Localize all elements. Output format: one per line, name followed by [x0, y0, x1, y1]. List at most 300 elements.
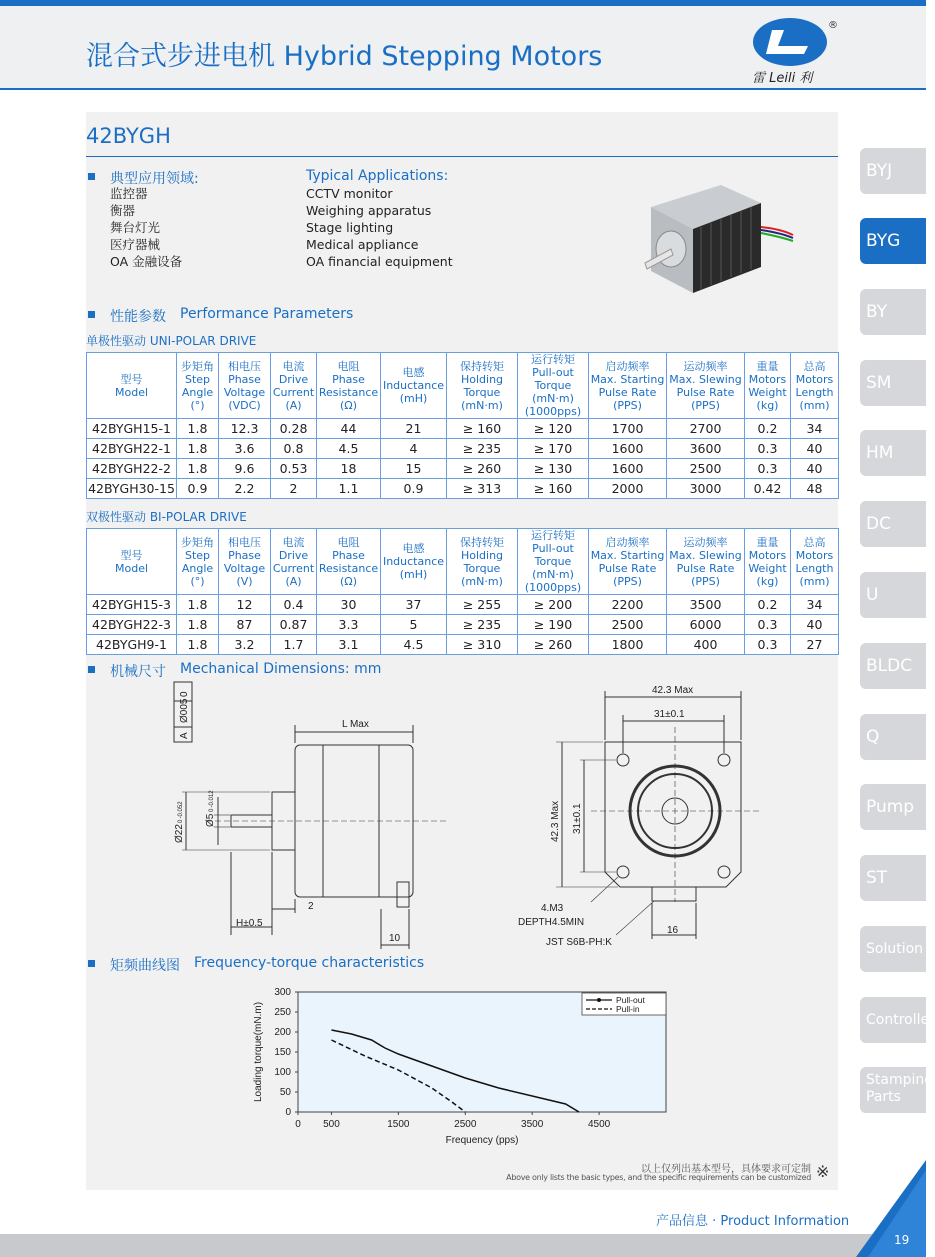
- header-line: (mm): [799, 398, 830, 412]
- header-line: Length: [795, 561, 834, 575]
- y-tick-label: 100: [274, 1067, 291, 1078]
- y-tick-label: 300: [274, 987, 291, 998]
- table-cell: 21: [381, 419, 447, 439]
- table-cell: ≥ 190: [518, 615, 589, 635]
- table-cell: 18: [317, 459, 381, 479]
- column-header: [589, 529, 667, 595]
- header-line: (A): [285, 574, 302, 588]
- header-line: Holding: [460, 548, 504, 562]
- legend-entry: Pull-out: [616, 995, 645, 1005]
- table-cell: 0.2: [745, 595, 791, 615]
- tab-st[interactable]: ST: [860, 855, 926, 901]
- column-header: [791, 529, 839, 595]
- table-cell: 4.5: [317, 439, 381, 459]
- tab-label: Stamping: [866, 1072, 934, 1088]
- table-cell: ≥ 130: [518, 459, 589, 479]
- dim-16: 16: [667, 925, 679, 936]
- table-cell: 4: [381, 439, 447, 459]
- frequency-torque-chart: [246, 982, 686, 1152]
- header-line: (mm): [799, 574, 830, 588]
- table-cell: 15: [381, 459, 447, 479]
- tab-sm[interactable]: SM: [860, 360, 926, 406]
- dim-dia22-tol: 0 -0.052: [178, 801, 184, 823]
- table-row: [87, 459, 839, 479]
- note-mark-icon: ※: [816, 1162, 830, 1181]
- table-cell: 2: [271, 479, 317, 499]
- table-cell: 0.4: [271, 595, 317, 615]
- applications-heading-en: Typical Applications:: [306, 168, 449, 184]
- column-header: [667, 529, 745, 595]
- list-item: 监控器: [110, 186, 148, 201]
- table-cell: 12.3: [219, 419, 271, 439]
- table-cell: 0.53: [271, 459, 317, 479]
- uni-polar-label: 单极性驱动 UNI-POLAR DRIVE: [86, 334, 257, 348]
- table-cell: 0.87: [271, 615, 317, 635]
- header-line: (mH): [399, 392, 428, 405]
- header-line: Phase: [332, 548, 365, 562]
- tab-q[interactable]: Q: [860, 714, 926, 760]
- header-line: (mN·m): [461, 398, 503, 412]
- table-cell: 1.8: [177, 615, 219, 635]
- table-cell: 42BYGH15-1: [87, 419, 177, 439]
- table-cell: 400: [667, 635, 745, 655]
- header-line: (Ω): [340, 398, 357, 412]
- corner-decoration: [856, 1160, 926, 1257]
- column-header: [745, 529, 791, 595]
- table-cell: 3000: [667, 479, 745, 499]
- footer-text: 产品信息 · Product Information: [656, 1214, 850, 1229]
- table-cell: 44: [317, 419, 381, 439]
- header-line: 电感: [402, 542, 425, 555]
- dimensions-heading-cn: 机械尺寸: [110, 664, 166, 680]
- column-header: [219, 529, 271, 595]
- column-header: [219, 353, 271, 419]
- table-row: [87, 479, 839, 499]
- x-tick-label: 500: [323, 1119, 340, 1130]
- column-header: [791, 353, 839, 419]
- table-row: [87, 635, 839, 655]
- bi-polar-label: 双极性驱动 BI-POLAR DRIVE: [86, 510, 247, 524]
- header-line: Torque: [463, 385, 501, 399]
- dim-31: 31±0.1: [654, 709, 685, 720]
- leili-logo: [750, 16, 840, 86]
- table-cell: 30: [317, 595, 381, 615]
- header-line: Length: [795, 385, 834, 399]
- table-cell: 37: [381, 595, 447, 615]
- header-line: (mH): [399, 568, 428, 581]
- header-line: Angle: [181, 385, 214, 399]
- bi-polar-table: [86, 528, 839, 655]
- header-line: Resistance: [318, 561, 379, 575]
- header-line: 重量: [756, 535, 779, 549]
- table-cell: 0.9: [381, 479, 447, 499]
- dim-2: 2: [308, 901, 314, 912]
- table-cell: 1.8: [177, 595, 219, 615]
- table-cell: 40: [791, 615, 839, 635]
- header-line: 重量: [756, 359, 779, 373]
- table-cell: 2200: [589, 595, 667, 615]
- header-line: (1000pps): [524, 581, 582, 594]
- y-tick-label: 150: [274, 1047, 291, 1058]
- header-line: 相电压: [228, 359, 261, 373]
- header-line: (VDC): [228, 398, 261, 412]
- column-header: [177, 353, 219, 419]
- performance-heading-en: Performance Parameters: [180, 306, 354, 322]
- header-line: Max. Starting: [590, 372, 665, 386]
- header-line: 运行转矩: [531, 529, 575, 542]
- header-line: 步矩角: [181, 359, 214, 373]
- table-cell: ≥ 255: [447, 595, 518, 615]
- header-line: (PPS): [691, 574, 720, 588]
- header-line: (mN·m): [532, 568, 574, 581]
- table-cell: 3.6: [219, 439, 271, 459]
- header-line: Current: [272, 561, 315, 575]
- header-line: 电流: [282, 359, 305, 373]
- bullet-icon: [88, 666, 95, 673]
- bullet-icon: [88, 960, 95, 967]
- table-row: [87, 439, 839, 459]
- table-cell: 2500: [589, 615, 667, 635]
- table-cell: ≥ 235: [447, 615, 518, 635]
- tab-bldc[interactable]: BLDC: [860, 643, 926, 689]
- table-cell: ≥ 260: [447, 459, 518, 479]
- table-cell: 42BYGH15-3: [87, 595, 177, 615]
- table-cell: 2000: [589, 479, 667, 499]
- tab-dc[interactable]: DC: [860, 501, 926, 547]
- table-cell: 4.5: [381, 635, 447, 655]
- tab-hm[interactable]: HM: [860, 430, 926, 476]
- table-cell: 27: [791, 635, 839, 655]
- chart-heading-cn: 矩频曲线图: [110, 958, 180, 974]
- x-tick-label: 4500: [587, 1119, 611, 1130]
- column-header: [447, 529, 518, 595]
- table-cell: 0.2: [745, 419, 791, 439]
- legend-entry: Pull-in: [616, 1004, 640, 1014]
- table-cell: 0.9: [177, 479, 219, 499]
- header-line: (V): [236, 574, 253, 588]
- header-line: 步矩角: [181, 535, 214, 549]
- table-cell: 1.8: [177, 419, 219, 439]
- uni-polar-table: [86, 352, 839, 499]
- header-line: Phase: [228, 548, 261, 562]
- applications-list-en: [306, 185, 453, 270]
- table-cell: 34: [791, 595, 839, 615]
- performance-heading-cn: 性能参数: [110, 309, 166, 325]
- dim-l-max: L Max: [342, 719, 369, 730]
- page-number: 19: [894, 1233, 910, 1247]
- header-line: (PPS): [613, 574, 642, 588]
- column-header: [381, 529, 447, 595]
- header-line: Motors: [795, 372, 834, 386]
- header-line: Step: [184, 372, 211, 386]
- x-axis-label: Frequency (pps): [445, 1135, 519, 1146]
- table-cell: 0.3: [745, 439, 791, 459]
- dim-flat-tol: 0: [179, 691, 190, 697]
- header-line: 启动频率: [605, 359, 650, 373]
- header-line: (mN·m): [461, 574, 503, 588]
- table-cell: 9.6: [219, 459, 271, 479]
- header-line: 型号: [120, 372, 143, 386]
- table-cell: 1.8: [177, 635, 219, 655]
- tab-label: Parts: [866, 1089, 901, 1105]
- table-cell: 42BYGH22-3: [87, 615, 177, 635]
- header-line: 型号: [120, 548, 143, 562]
- table-cell: 2700: [667, 419, 745, 439]
- table-cell: 0.28: [271, 419, 317, 439]
- header-line: Drive: [278, 548, 309, 562]
- table-cell: 1600: [589, 439, 667, 459]
- list-item: 医疗器械: [110, 237, 161, 252]
- header-line: Angle: [181, 561, 214, 575]
- dim-flat-ref: A: [179, 732, 190, 739]
- header-line: 运行转矩: [531, 353, 575, 366]
- front-view: [556, 691, 761, 939]
- header-line: 启动频率: [605, 535, 650, 549]
- header-line: 电流: [282, 535, 305, 549]
- y-tick-label: 50: [279, 1087, 291, 1098]
- header-line: Motors: [748, 548, 787, 562]
- column-header: [271, 353, 317, 419]
- header-line: Holding: [460, 372, 504, 386]
- table-cell: 2.2: [219, 479, 271, 499]
- header-line: (mN·m): [532, 392, 574, 405]
- header-line: Model: [114, 385, 149, 399]
- column-header: [271, 529, 317, 595]
- header-line: Phase: [332, 372, 365, 386]
- table-cell: 6000: [667, 615, 745, 635]
- table-cell: ≥ 310: [447, 635, 518, 655]
- header-line: Torque: [463, 561, 501, 575]
- column-header: [589, 353, 667, 419]
- table-cell: ≥ 120: [518, 419, 589, 439]
- tab-controller[interactable]: Controller: [860, 997, 926, 1043]
- column-header: [317, 353, 381, 419]
- list-item: OA financial equipment: [306, 254, 453, 269]
- x-tick-label: 1500: [387, 1119, 410, 1130]
- header-line: (PPS): [691, 398, 720, 412]
- header-line: (Ω): [340, 574, 357, 588]
- table-cell: 1.8: [177, 439, 219, 459]
- header-line: 运动频率: [683, 535, 728, 549]
- chart-heading-en: Frequency-torque characteristics: [194, 955, 425, 971]
- tab-stamping-parts[interactable]: [860, 1067, 934, 1113]
- legend-marker: [597, 998, 601, 1002]
- table-cell: ≥ 313: [447, 479, 518, 499]
- content-panel: [86, 112, 838, 1190]
- header-line: Pull-out: [532, 366, 574, 379]
- dim-jst: JST S6B-PH:K: [546, 937, 612, 948]
- header-line: Motors: [748, 372, 787, 386]
- table-cell: 2500: [667, 459, 745, 479]
- y-tick-label: 200: [274, 1027, 291, 1038]
- header-line: Pulse Rate: [598, 385, 657, 399]
- header-line: (kg): [756, 574, 779, 588]
- y-tick-label: 0: [285, 1107, 291, 1118]
- dim-42-3-max-v: 42.3 Max: [550, 800, 561, 842]
- header-line: Inductance: [382, 555, 445, 568]
- header-line: Inductance: [382, 379, 445, 392]
- dim-h: H±0.5: [236, 918, 263, 929]
- divider: [86, 156, 838, 157]
- header-line: Torque: [534, 379, 572, 392]
- header-line: 总高: [803, 359, 826, 373]
- header-line: Voltage: [223, 561, 266, 575]
- table-row: [87, 419, 839, 439]
- header-line: Max. Slewing: [669, 372, 742, 386]
- list-item: Weighing apparatus: [306, 203, 432, 218]
- table-cell: 40: [791, 439, 839, 459]
- page-title: 混合式步进电机 Hybrid Stepping Motors: [86, 41, 603, 72]
- header-line: 运动频率: [683, 359, 728, 373]
- list-item: Medical appliance: [306, 237, 419, 252]
- x-tick-label: 3500: [521, 1119, 544, 1130]
- header-line: Motors: [795, 548, 834, 562]
- header-line: 电阻: [337, 359, 360, 373]
- header-line: 总高: [803, 535, 826, 549]
- mechanical-drawing: [86, 677, 838, 957]
- table-cell: ≥ 200: [518, 595, 589, 615]
- header-line: (1000pps): [524, 405, 582, 418]
- tab-pump[interactable]: Pump: [860, 784, 926, 830]
- table-cell: 1.7: [271, 635, 317, 655]
- dim-dia22: Ø22: [174, 824, 185, 843]
- table-cell: 1600: [589, 459, 667, 479]
- table-cell: 0.42: [745, 479, 791, 499]
- header-line: 保持转矩: [460, 535, 504, 549]
- table-cell: 40: [791, 459, 839, 479]
- table-row: [87, 595, 839, 615]
- header-line: Current: [272, 385, 315, 399]
- header-line: Max. Slewing: [669, 548, 742, 562]
- header-line: Voltage: [223, 385, 266, 399]
- bullet-icon: [88, 173, 95, 180]
- header-line: Weight: [748, 385, 787, 399]
- column-header: [518, 353, 589, 419]
- table-cell: 3.3: [317, 615, 381, 635]
- y-axis-label: Loading torque(mN.m): [253, 1001, 264, 1103]
- table-cell: 1.1: [317, 479, 381, 499]
- bullet-icon: [88, 311, 95, 318]
- header-line: Resistance: [318, 385, 379, 399]
- header-line: Drive: [278, 372, 309, 386]
- dim-m3: 4.M3: [541, 903, 564, 914]
- header-line: 电感: [402, 366, 425, 379]
- table-cell: 0.3: [745, 635, 791, 655]
- table-cell: 42BYGH30-15: [87, 479, 177, 499]
- header-line: Pulse Rate: [676, 561, 735, 575]
- column-header: [667, 353, 745, 419]
- header-line: (°): [190, 398, 205, 412]
- table-cell: 5: [381, 615, 447, 635]
- header-line: (A): [285, 398, 302, 412]
- header-line: 相电压: [228, 535, 261, 549]
- header-line: 保持转矩: [460, 359, 504, 373]
- tab-by[interactable]: BY: [860, 289, 926, 335]
- tab-byg[interactable]: BYG: [860, 218, 926, 264]
- table-cell: 12: [219, 595, 271, 615]
- header-line: Pulse Rate: [598, 561, 657, 575]
- column-header: [381, 353, 447, 419]
- table-cell: 0.8: [271, 439, 317, 459]
- header-line: Model: [114, 561, 149, 575]
- table-cell: 1700: [589, 419, 667, 439]
- applications-list-cn: [110, 185, 182, 270]
- model-title: 42BYGH: [86, 124, 171, 148]
- header-line: Pulse Rate: [676, 385, 735, 399]
- column-header: [518, 529, 589, 595]
- note-en: Above only lists the basic types, and the specific requirements can be customized: [506, 1173, 811, 1182]
- applications-heading-cn: 典型应用领域:: [110, 171, 199, 187]
- dim-10: 10: [389, 933, 401, 944]
- motor-photo: [631, 167, 811, 297]
- header-line: (kg): [756, 398, 779, 412]
- list-item: 衡器: [110, 203, 136, 218]
- x-tick-label: 2500: [454, 1119, 477, 1130]
- dim-flat-val: Ø005: [179, 698, 190, 723]
- header-line: Step: [184, 548, 211, 562]
- dim-dia5: Ø5: [205, 813, 216, 827]
- logo-mark: ®: [828, 20, 838, 31]
- dim-dia5-tol: 0 -0.012: [209, 790, 215, 812]
- dim-42-3-max: 42.3 Max: [652, 685, 694, 696]
- table-cell: 87: [219, 615, 271, 635]
- column-header: [87, 529, 177, 595]
- header-line: (PPS): [613, 398, 642, 412]
- column-header: [87, 353, 177, 419]
- header-line: Max. Starting: [590, 548, 665, 562]
- table-cell: 34: [791, 419, 839, 439]
- dim-31-v: 31±0.1: [572, 803, 583, 834]
- table-cell: 1.8: [177, 459, 219, 479]
- header-line: Pull-out: [532, 542, 574, 555]
- tab-byj[interactable]: BYJ: [860, 148, 926, 194]
- table-cell: ≥ 160: [518, 479, 589, 499]
- table-cell: 3.1: [317, 635, 381, 655]
- table-cell: 42BYGH9-1: [87, 635, 177, 655]
- table-cell: ≥ 170: [518, 439, 589, 459]
- column-header: [745, 353, 791, 419]
- column-header: [317, 529, 381, 595]
- footer-bar: [0, 1234, 926, 1257]
- page-header: [0, 6, 926, 90]
- note-cn: 以上仅列出基本型号，具体要求可定制: [641, 1164, 811, 1175]
- header-line: Torque: [534, 555, 572, 568]
- y-tick-label: 250: [274, 1007, 291, 1018]
- list-item: Stage lighting: [306, 220, 394, 235]
- header-line: 电阻: [337, 535, 360, 549]
- table-row: [87, 615, 839, 635]
- tab-solution[interactable]: Solution: [860, 926, 926, 972]
- column-header: [447, 353, 518, 419]
- list-item: 舞台灯光: [110, 220, 161, 235]
- table-cell: 1800: [589, 635, 667, 655]
- x-tick-label: 0: [295, 1119, 301, 1130]
- table-cell: ≥ 235: [447, 439, 518, 459]
- table-cell: 42BYGH22-2: [87, 459, 177, 479]
- dimensions-heading-en: Mechanical Dimensions: mm: [180, 661, 382, 677]
- column-header: [177, 529, 219, 595]
- table-cell: 48: [791, 479, 839, 499]
- table-cell: 3500: [667, 595, 745, 615]
- table-cell: 42BYGH22-1: [87, 439, 177, 459]
- header-line: (°): [190, 574, 205, 588]
- table-cell: ≥ 260: [518, 635, 589, 655]
- header-line: Weight: [748, 561, 787, 575]
- tab-u[interactable]: U: [860, 572, 926, 618]
- list-item: CCTV monitor: [306, 186, 393, 201]
- logo-text: 雷 Leili 利: [752, 71, 813, 86]
- header-line: Phase: [228, 372, 261, 386]
